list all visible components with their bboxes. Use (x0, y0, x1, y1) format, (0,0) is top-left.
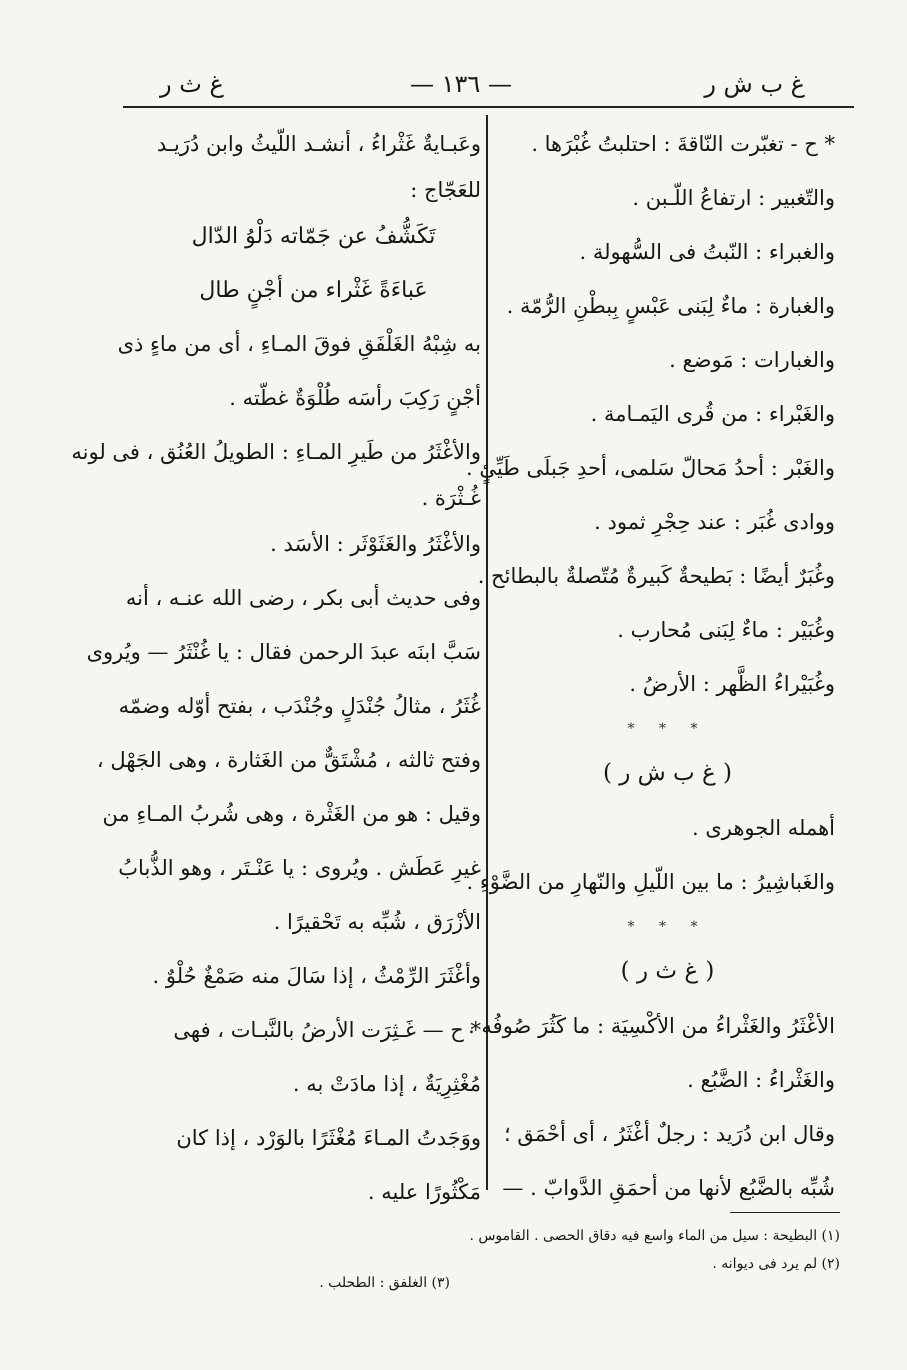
header-left-root: غ ث ر (160, 70, 224, 98)
page-number: — ١٣٦ — (410, 70, 512, 98)
text-line: ووادى غُبَر : عند حِجْرِ ثمود . (594, 510, 835, 535)
text-line: وأغْثَرَ الرِّمْثُ ، إذا سَالَ منه صَمْغٌ حُلْوٌ . (152, 964, 481, 989)
section-separator: * * * (627, 918, 708, 935)
right-column (465, 118, 835, 1216)
text-line: وقال ابن دُرَيد : رجلٌ أغْثَرُ ، أى أحْمَق ؛ (504, 1122, 835, 1147)
header-right-root: غ ب ش ر (704, 70, 805, 98)
text-line: وغُبَرٌ أيضًا : بَطيحةٌ كَبيرةٌ مُتّصلةٌ بالبطائح . (477, 564, 835, 589)
text-line: غُـثْرَة . (421, 486, 481, 511)
verse-line: تَكَشُّفُ عن جَمّاته دَلْوُ الدّال (191, 223, 436, 249)
text-line: وفى حديث أبى بكر ، رضى الله عنـه ، أنه (125, 586, 481, 611)
entry-heading: ( غ ث ر ) (620, 958, 715, 985)
text-line: وغُبَيْراءُ الظَّهر : الأرضُ . (629, 672, 835, 697)
footnote-1: (١) البطيحة : سيل من الماء واسع فيه دقاق الحصى . القاموس . (469, 1228, 840, 1244)
text-line: مَكْثُورًا عليه . (367, 1180, 481, 1205)
text-line: الأزْرَق ، شُبِّه به تَحْقيرًا . (273, 910, 481, 935)
text-line: غيرِ عَطَش . ويُروى : يا عَنْـتَر ، وهو الذُّبابُ (118, 856, 481, 881)
text-line: والأغْثَرُ والغَثَوْثَر : الأسَد . (270, 532, 481, 557)
text-line: شُبِّه بالضَّبُع لأنها من أحمَقِ الدَّوابّ . — (502, 1176, 835, 1201)
text-line: والأغْثَرُ من طَيرِ المـاءِ : الطويلُ العُنُق ، فى لونه (71, 440, 481, 465)
text-line: وعَبـايةٌ غَثْراءُ ، أنشـد اللّيثُ وابن دُرَيـد (156, 132, 481, 157)
text-line: والغَبْراء : من قُرى اليَمـامة . (590, 402, 835, 427)
text-line: وقيل : هو من الغَثْرة ، وهى شُربُ المـاءِ من (102, 802, 481, 827)
header-rule (123, 106, 854, 108)
text-line: وغُبَيْر : ماءٌ لِبَنى مُحارب . (617, 618, 835, 643)
footnote-rule (730, 1212, 840, 1213)
page-header (120, 62, 855, 106)
section-separator: * * * (627, 720, 708, 737)
text-line: وفتح ثالثه ، مُشْتَقٌّ من الغَثارة ، وهى الجَهْل ، (96, 748, 481, 773)
text-line: غُثَرُ ، مثالُ جُنْدَلٍ وجُنْدَب ، بفتح أوّله وضمّه (118, 694, 481, 719)
text-line: والتّغبير : ارتفاعُ اللّـبن . (632, 186, 835, 211)
text-line: الأغْثَرُ والغَثْراءُ من الأكْسِيَة : ما كَثُرَ صُوفُه . (468, 1014, 835, 1039)
text-line: أجْنٍ رَكِبَ رأسَه طُلْوَةٌ غطّته . (229, 386, 481, 411)
text-line: أهمله الجوهرى . (691, 816, 835, 841)
footnote-2: (٢) لم يرد فى ديوانه . (712, 1256, 840, 1272)
text-line: والغبارات : مَوضع . (669, 348, 835, 373)
text-line: للعَجّاج : (410, 178, 481, 203)
left-column (71, 118, 481, 1220)
text-line: والغبارة : ماءٌ لِبَنى عَبْسٍ بِبطْنِ الرُّمّة . (506, 294, 835, 319)
text-line: والغَباشِيرُ : ما بين اللّيلِ والنّهارِ من الضَّوْءِ . (466, 870, 835, 895)
footnote-3: (٣) الغلفق : الطحلب . (319, 1275, 450, 1291)
text-line: والغَبْر : أحدُ مَحالّ سَلمى، أحدِ جَبلَى طَيِّئٍ . (465, 456, 835, 481)
entry-heading: ( غ ب ش ر ) (602, 760, 733, 787)
text-line: سَبَّ ابنَه عبدَ الرحمن فقال : يا غُنْثَرُ — ويُروى (86, 640, 481, 665)
text-line: والغبراء : النّبتُ فى السُّهولة . (579, 240, 835, 265)
text-line: به شِبْهُ الغَلْفَقِ فوقَ المـاءِ ، أى من ماءٍ ذى (117, 332, 481, 357)
verse-line: عَباءَةً غَثْراء من أجْنٍ طال (199, 277, 428, 303)
text-line: والغَثْراءُ : الضَّبُع . (687, 1068, 835, 1093)
text-line: * ح - تغبّرت النّاقةَ : احتلبتُ غُبْرَها . (531, 132, 835, 157)
text-line: * ح — غَـثِرَت الأرضُ بالنَّبـات ، فهى (173, 1018, 481, 1043)
text-line: ووَجَدتُ المـاءَ مُغْثَرًا بالوَرْد ، إذا كان (176, 1126, 481, 1151)
text-line: مُغْثِرِيَةٌ ، إذا مادَتْ به . (292, 1072, 481, 1097)
